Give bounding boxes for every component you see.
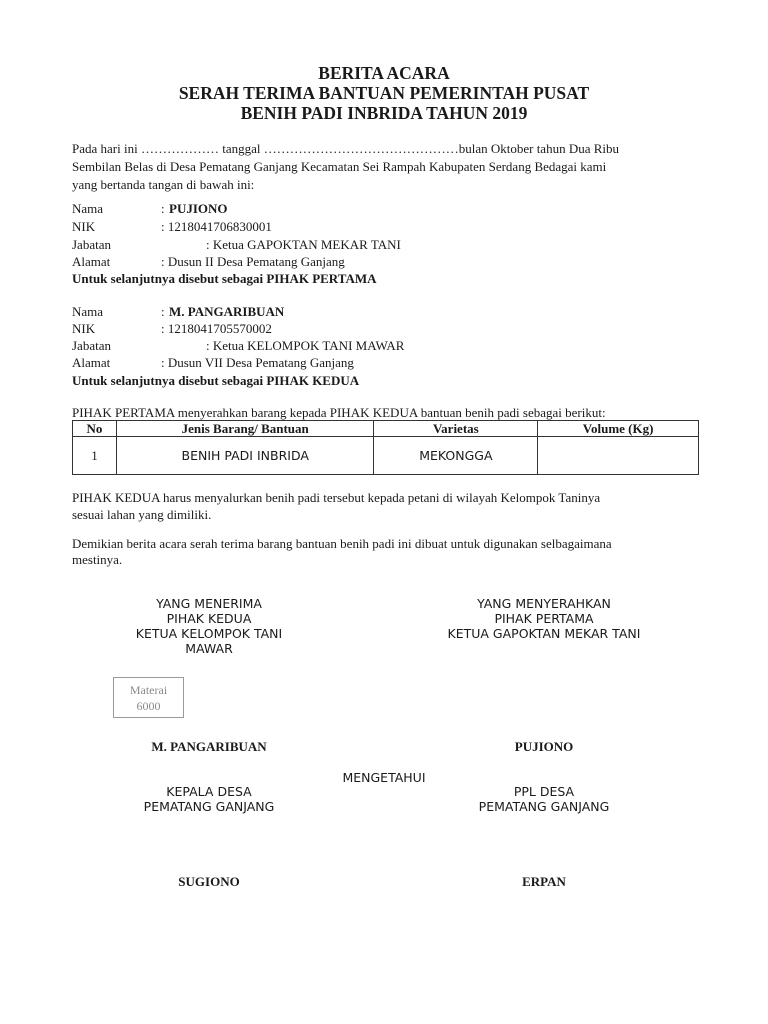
giver-name: PUJIONO [514,739,574,754]
alamat-label: Alamat [72,254,111,269]
cell-no: 1 [73,437,117,475]
party2-nik: : 1218041705570002 [161,321,272,336]
cell-jenis-barang: BENIH PADI INBRIDA [116,437,374,475]
column-header-no: No [73,421,117,437]
party1-alamat: : Dusun II Desa Pematang Ganjang [161,254,345,269]
party2-jabatan: : Ketua KELOMPOK TANI MAWAR [206,338,405,353]
distribution-note-line: sesuai lahan yang dimiliki. [72,507,212,522]
party1-nik: : 1218041706830001 [161,219,272,234]
party1-alamat-row [72,253,672,270]
materai-stamp-box [113,677,184,718]
party2-name: M. PANGARIBUAN [169,304,285,319]
distribution-note-line: PIHAK KEDUA harus menyalurkan benih padi tersebut kepada petani di wilayah Kelompok Taninya [72,490,601,505]
colon: : [161,201,165,216]
party1-jabatan: : Ketua GAPOKTAN MEKAR TANI [206,237,401,252]
table-intro: PIHAK PERTAMA menyerahkan barang kepada PIHAK KEDUA bantuan benih padi sebagai berikut: [72,405,606,420]
giver-signature-block [414,596,674,641]
village-head-name: SUGIONO [178,874,240,889]
party2-nama-row [72,303,672,320]
extension-officer-block [414,784,674,814]
giver-party: PIHAK PERTAMA [494,611,594,626]
village-head-block [94,784,324,814]
village-head-village: PEMATANG GANJANG [143,799,275,814]
closing-line: mestinya. [72,552,123,567]
party1-nama-row [72,200,672,217]
extension-officer-village: PEMATANG GANJANG [478,799,610,814]
receiver-title-cont: MAWAR [185,641,233,656]
intro-line: yang bertanda tangan di bawah ini: [72,177,255,192]
party2-jabatan-row [72,337,672,354]
party2-alamat-row [72,354,672,371]
cell-volume [538,437,699,475]
document-title: BERITA ACARA [318,63,450,83]
party2-alamat: : Dusun VII Desa Pematang Ganjang [161,355,354,370]
receiver-signature-block [94,596,324,656]
column-header-volume: Volume (Kg) [538,421,699,437]
nik-label: NIK [72,321,96,336]
column-header-varietas: Varietas [374,421,538,437]
jabatan-label: Jabatan [72,338,111,353]
acknowledgement-heading: MENGETAHUI [342,770,426,785]
receiver-name: M. PANGARIBUAN [151,739,267,754]
giver-title: KETUA GAPOKTAN MEKAR TANI [447,626,641,641]
table-header-row [73,421,699,437]
stamp-label: Materai [129,683,168,697]
colon: : [161,304,165,319]
jabatan-label: Jabatan [72,237,111,252]
intro-line: Pada hari ini ……………… tanggal ………………………………………bulan Oktober tahun Dua Ribu [72,141,620,156]
party1-jabatan-row [72,236,672,253]
intro-line: Sembilan Belas di Desa Pematang Ganjang Kecamatan Sei Rampah Kabupaten Serdang Bedagai kami [72,159,607,174]
table-row [73,437,699,475]
cell-varietas: MEKONGGA [374,437,538,475]
items-table [72,420,699,475]
extension-officer-name: ERPAN [522,874,566,889]
column-header-jenis-barang: Jenis Barang/ Bantuan [116,421,374,437]
extension-officer-title: PPL DESA [513,784,575,799]
nik-label: NIK [72,219,96,234]
party1-designation: Untuk selanjutnya disebut sebagai PIHAK PERTAMA [72,271,377,286]
nama-label: Nama [72,304,104,319]
closing-line: Demikian berita acara serah terima barang bantuan benih padi ini dibuat untuk digunakan selbagaimana [72,536,612,551]
party1-nik-row [72,218,672,235]
receiver-role: YANG MENERIMA [156,596,262,611]
receiver-title: KETUA KELOMPOK TANI [135,626,283,641]
party2-nik-row [72,320,672,337]
alamat-label: Alamat [72,355,111,370]
receiver-party: PIHAK KEDUA [166,611,252,626]
nama-label: Nama [72,201,104,216]
giver-role: YANG MENYERAHKAN [477,596,611,611]
party1-name: PUJIONO [169,201,228,216]
party2-designation: Untuk selanjutnya disebut sebagai PIHAK KEDUA [72,373,360,388]
document-subtitle-year: BENIH PADI INBRIDA TAHUN 2019 [240,103,528,123]
village-head-title: KEPALA DESA [166,784,252,799]
document-subtitle: SERAH TERIMA BANTUAN PEMERINTAH PUSAT [178,83,590,103]
stamp-value: 6000 [136,699,161,713]
